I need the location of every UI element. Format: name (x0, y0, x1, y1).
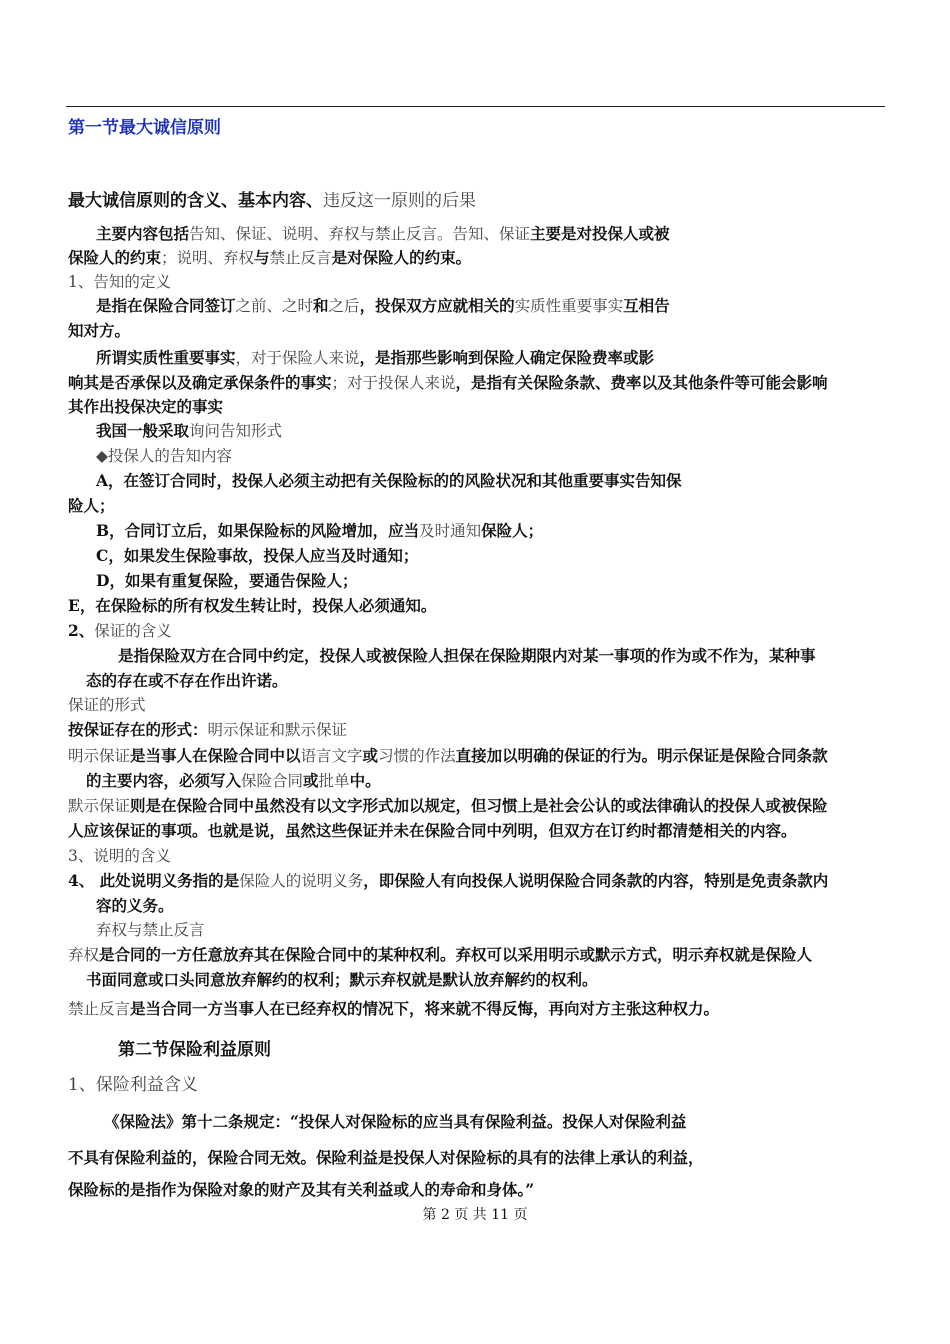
item-b: B，合同订立后，如果保险标的风险增加，应当及时通知保险人； (96, 521, 544, 540)
baozheng-line-2: 态的存在或不存在作出许诺。 (86, 671, 288, 690)
explicit-warranty-line-1: 明示保证是当事人在保险合同中以语言文字或习惯的作法直接加以明确的保证的行为。明示保证是保险合同条款 (68, 746, 828, 765)
heading-gaozhi: 1、告知的定义 (68, 273, 171, 291)
implied-warranty-line-2: 人应该保证的事项。也就是说，虽然这些保证并未在保险合同中列明，但双方在订约时都清楚相关的内容。 (68, 821, 797, 840)
shuoming-line-2: 容的义务。 (96, 896, 174, 915)
section2-para-line-3: 保险标的是指作为保险对象的财产及其有关利益或人的寿命和身体。” (68, 1180, 535, 1199)
item-c: C，如果发生保险事故，投保人应当及时通知； (96, 546, 419, 565)
baozheng-line-1: 是指保险双方在合同中约定，投保人或被保险人担保在保险期限内对某一事项的作为或不作为，某种事 (118, 646, 816, 665)
waiver-line-1: 弃权是合同的一方任意放弃其在保险合同中的某种权利。弃权可以采用明示或默示方式，明示弃权就是保险人 (68, 945, 813, 964)
section1-subtitle: 最大诚信原则的含义、基本内容、违反这一原则的后果 (68, 191, 476, 211)
definition-line-1: 是指在保险合同签订之前、之时和之后，投保双方应就相关的实质性重要事实互相告 (96, 296, 670, 315)
item-a-line-1: A，在签订合同时，投保人必须主动把有关保险标的的风险状况和其他重要事实告知保 (96, 471, 682, 490)
definition-line-2: 知对方。 (68, 321, 131, 340)
heading-shuoming: 3、说明的含义 (68, 847, 171, 865)
waiver-line-2: 书面同意或口头同意放弃解约的权利；默示弃权就是默认放弃解约的权利。 (86, 970, 598, 989)
item-d: D，如果有重复保险，要通告保险人； (96, 571, 358, 590)
material-line-2: 响其是否承保以及确定承保条件的事实；对于投保人来说，是指有关保险条款、费率以及其他条件等可能会影响 (68, 373, 828, 392)
material-line-3: 其作出投保决定的事实 (68, 397, 224, 416)
estoppel-line: 禁止反言是当合同一方当事人在已经弃权的情况下，将来就不得反悔，再向对方主张这种权力。 (68, 999, 720, 1018)
section2-para-line-1: 《保险法》第十二条规定：“投保人对保险标的应当具有保险利益。投保人对保险利益 (104, 1112, 687, 1131)
item-e: E，在保险标的所有权发生转让时，投保人必须通知。 (68, 596, 437, 615)
heading-qiquan: 弃权与禁止反言 (96, 921, 205, 939)
section1-title: 第一节最大诚信原则 (68, 118, 221, 138)
content-line-2: 保险人的约束；说明、弃权与禁止反言是对保险人的约束。 (68, 248, 472, 267)
section2-subheading: 1、保险利益含义 (68, 1075, 198, 1095)
notify-content-heading: ◆投保人的告知内容 (96, 447, 232, 465)
baozheng-form-heading: 保证的形式 (68, 696, 146, 714)
section2-para-line-2: 不具有保险利益的，保险合同无效。保险利益是投保人对保险标的具有的法律上承认的利益， (68, 1148, 704, 1167)
content-line-1: 主要内容包括告知、保证、说明、弃权与禁止反言。告知、保证主要是对投保人或被 (96, 224, 670, 243)
shuoming-line-1: 4、 此处说明义务指的是保险人的说明义务，即保险人有向投保人说明保险合同条款的内容，特别是免责条款内 (68, 871, 829, 890)
inquiry-line: 我国一般采取询问告知形式 (96, 421, 283, 440)
explicit-warranty-line-2: 的主要内容，必须写入保险合同或批单中。 (86, 771, 381, 790)
implied-warranty-line-1: 默示保证则是在保险合同中虽然没有以文字形式加以规定，但习惯上是社会公认的或法律确认的投保人或被保险 (68, 796, 828, 815)
baozheng-form-line: 按保证存在的形式：明示保证和默示保证 (68, 720, 348, 739)
item-a-line-2: 险人； (68, 496, 115, 515)
header-rule (66, 106, 885, 107)
page-footer: 第 2 页 共 11 页 (422, 1207, 528, 1223)
heading-baozheng: 2、保证的含义 (68, 621, 172, 640)
material-line-1: 所谓实质性重要事实，对于保险人来说，是指那些影响到保险人确定保险费率或影 (96, 348, 655, 367)
section2-title: 第二节保险利益原则 (118, 1040, 271, 1060)
